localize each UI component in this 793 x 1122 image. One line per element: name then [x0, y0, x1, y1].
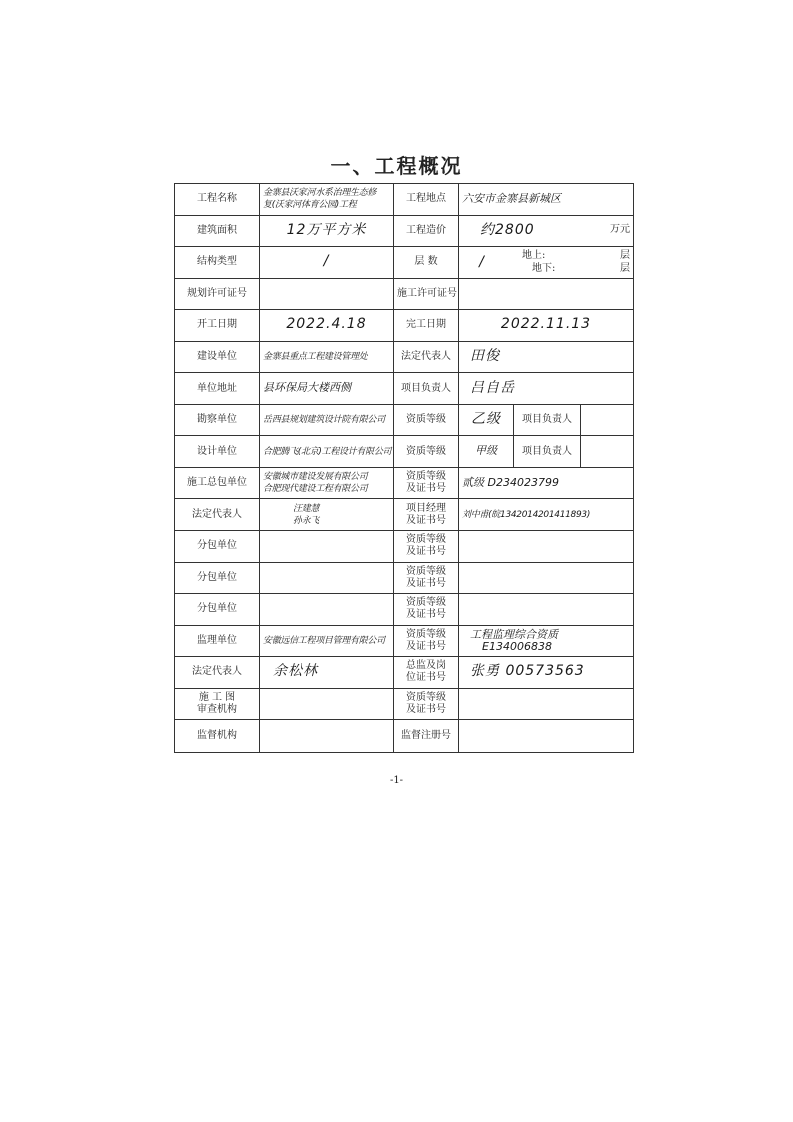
- row-survey: [175, 404, 634, 436]
- cost-unit: 万元: [610, 223, 631, 235]
- row-supervisor: [175, 625, 634, 657]
- start-date-text: 2022.4.18: [286, 316, 367, 333]
- floors-below-unit: 层: [620, 263, 631, 275]
- sub2-qual-label-2: 及证书号: [406, 577, 446, 589]
- sub2-value: [260, 562, 394, 594]
- row-permits: [175, 278, 634, 310]
- floors-label: 层 数: [394, 247, 459, 279]
- project-name-line1: 金寨县沃家河水系治理生态修: [263, 188, 377, 199]
- cost-label: 工程造价: [394, 215, 459, 247]
- gc-qual-label-2: 及证书号: [406, 483, 446, 495]
- survey-qual-label: 资质等级: [394, 404, 459, 436]
- project-site-text: 六安市金寨县新城区: [462, 191, 561, 205]
- supervisor-legal-label: 法定代表人: [175, 657, 260, 689]
- survey-value: [260, 404, 394, 436]
- owner-label: 建设单位: [175, 341, 260, 373]
- sub1-qual-label-2: 及证书号: [406, 546, 446, 558]
- sub1-value: [260, 531, 394, 563]
- sub3-qual-label-2: 及证书号: [406, 609, 446, 621]
- structure-text: /: [323, 253, 330, 270]
- design-pm-value: [581, 436, 634, 468]
- contractor-legal-line1: 汪建慧: [293, 503, 320, 514]
- project-overview-table: [174, 183, 634, 753]
- design-label: 设计单位: [175, 436, 260, 468]
- cost-value: [459, 215, 634, 247]
- contractor-legal-line2: 孙永飞: [293, 515, 320, 526]
- floors-text: /: [479, 254, 485, 271]
- supervisor-qual-label-1: 资质等级: [406, 628, 446, 640]
- start-date-value: [260, 310, 394, 342]
- chief-supervisor-value: [459, 657, 634, 689]
- contractor-pm-label: [394, 499, 459, 531]
- owner-pm-label: 项目负责人: [394, 373, 459, 405]
- sub2-qual-label-1: 资质等级: [406, 565, 446, 577]
- supervisor-legal-text: 余松林: [273, 663, 318, 680]
- general-contractor-qual-label: [394, 467, 459, 499]
- review-qual-label-2: 及证书号: [406, 704, 446, 716]
- supervisor-label: 监理单位: [175, 625, 260, 657]
- chief-label-2: 位证书号: [406, 672, 446, 684]
- area-value: [260, 215, 394, 247]
- general-contractor-label: 施工总包单位: [175, 467, 260, 499]
- row-structure: [175, 247, 634, 279]
- end-date-value: [459, 310, 634, 342]
- address-label: 单位地址: [175, 373, 260, 405]
- general-contractor-qual-value: [459, 467, 634, 499]
- row-supervisor-legal: [175, 657, 634, 689]
- row-owner: [175, 341, 634, 373]
- gc-qual-text: 贰级 D234023799: [462, 475, 559, 489]
- sub1-label: 分包单位: [175, 531, 260, 563]
- contractor-pm-text: 刘中甫(皖1342014201411893): [462, 509, 591, 520]
- floors-above-label: 地上:: [522, 250, 546, 262]
- row-area: [175, 215, 634, 247]
- project-name-label: 工程名称: [175, 184, 260, 216]
- owner-legal-label: 法定代表人: [394, 341, 459, 373]
- general-contractor-value: [260, 467, 394, 499]
- supervisor-text: 安徽远信工程项目管理有限公司: [263, 635, 385, 646]
- supervisor-qual-label: [394, 625, 459, 657]
- oversight-label: 监督机构: [175, 720, 260, 753]
- row-project-name: [175, 184, 634, 216]
- contractor-pm-label-2: 及证书号: [406, 514, 446, 526]
- sub1-qual-label-1: 资质等级: [406, 534, 446, 546]
- chief-supervisor-label: [394, 657, 459, 689]
- design-text: 合肥腾飞(北京)工程设计有限公司: [263, 446, 392, 457]
- supervisor-qual-line2: E134006838: [482, 639, 552, 653]
- general-contractor-line1: 安徽城市建设发展有限公司: [263, 472, 368, 483]
- sub2-qual-value: [459, 562, 634, 594]
- row-address: [175, 373, 634, 405]
- review-value: [260, 688, 394, 720]
- cost-text: 约2800: [480, 221, 535, 238]
- contractor-pm-label-1: 项目经理: [406, 502, 446, 514]
- project-name-value: [260, 184, 394, 216]
- sub3-value: [260, 594, 394, 626]
- row-sub3: [175, 594, 634, 626]
- supervisor-qual-value: [459, 625, 634, 657]
- design-qual-label: 资质等级: [394, 436, 459, 468]
- floors-below-label: 地下:: [532, 263, 556, 275]
- general-contractor-line2: 合肥现代建设工程有限公司: [263, 484, 368, 495]
- start-date-label: 开工日期: [175, 310, 260, 342]
- review-label-1: 施 工 图: [198, 692, 236, 704]
- project-name-line2: 复(沃家河体育公园)工程: [263, 200, 357, 211]
- survey-label: 勘察单位: [175, 404, 260, 436]
- sub3-qual-label: [394, 594, 459, 626]
- supervisor-qual-label-2: 及证书号: [406, 640, 446, 652]
- oversight-value: [260, 720, 394, 753]
- sub1-qual-label: [394, 531, 459, 563]
- row-design: [175, 436, 634, 468]
- row-contractor-legal: [175, 499, 634, 531]
- contractor-pm-value: [459, 499, 634, 531]
- sub3-qual-label-1: 资质等级: [406, 597, 446, 609]
- contractor-legal-value: [260, 499, 394, 531]
- design-qual-text: 甲级: [475, 444, 497, 458]
- review-qual-label: [394, 688, 459, 720]
- supervisor-value: [260, 625, 394, 657]
- area-label: 建筑面积: [175, 215, 260, 247]
- row-sub2: [175, 562, 634, 594]
- survey-pm-value: [581, 404, 634, 436]
- plan-permit-label: 规划许可证号: [175, 278, 260, 310]
- project-site-value: [459, 184, 634, 216]
- address-text: 县环保局大楼西侧: [263, 381, 351, 395]
- end-date-text: 2022.11.13: [500, 316, 592, 333]
- structure-label: 结构类型: [175, 247, 260, 279]
- build-permit-value: [459, 278, 634, 310]
- chief-label-1: 总监及岗: [406, 660, 446, 672]
- owner-legal-text: 田俊: [470, 348, 500, 364]
- floors-value: [459, 247, 634, 279]
- address-value: [260, 373, 394, 405]
- owner-value: [260, 341, 394, 373]
- supervisor-legal-value: [260, 657, 394, 689]
- row-general-contractor: [175, 467, 634, 499]
- review-qual-label-1: 资质等级: [406, 692, 446, 704]
- sub1-qual-value: [459, 531, 634, 563]
- project-site-label: 工程地点: [394, 184, 459, 216]
- design-qual-value: [459, 436, 514, 468]
- survey-text: 岳西县规划建筑设计院有限公司: [263, 415, 385, 426]
- supervisor-qual-line1: 工程监理综合资质: [470, 627, 558, 641]
- design-pm-label: 项目负责人: [514, 436, 581, 468]
- contractor-legal-label: 法定代表人: [175, 499, 260, 531]
- sub3-qual-value: [459, 594, 634, 626]
- review-label: [175, 688, 260, 720]
- owner-text: 金寨县重点工程建设管理处: [263, 352, 368, 362]
- floors-above-unit: 层: [620, 250, 631, 262]
- sub2-qual-label: [394, 562, 459, 594]
- page-title: 一、工程概况: [330, 154, 463, 178]
- review-qual-value: [459, 688, 634, 720]
- page-number: -1-: [389, 775, 404, 786]
- row-sub1: [175, 531, 634, 563]
- owner-pm-text: 吕自岳: [470, 379, 515, 396]
- area-text: 12万平方米: [286, 221, 367, 238]
- sub3-label: 分包单位: [175, 594, 260, 626]
- row-review: [175, 688, 634, 720]
- survey-qual-value: [459, 404, 514, 436]
- survey-pm-label: 项目负责人: [514, 404, 581, 436]
- oversight-reg-label: 监督注册号: [394, 720, 459, 753]
- build-permit-label: 施工许可证号: [394, 278, 459, 310]
- survey-qual-text: 乙级: [471, 411, 501, 428]
- plan-permit-value: [260, 278, 394, 310]
- chief-supervisor-text: 张勇 00573563: [470, 663, 585, 680]
- design-value: [260, 436, 394, 468]
- owner-legal-value: [459, 341, 634, 373]
- end-date-label: 完工日期: [394, 310, 459, 342]
- row-oversight: [175, 720, 634, 753]
- gc-qual-label-1: 资质等级: [406, 471, 446, 483]
- row-dates: [175, 310, 634, 342]
- owner-pm-value: [459, 373, 634, 405]
- oversight-reg-value: [459, 720, 634, 753]
- review-label-2: 审查机构: [197, 704, 237, 716]
- structure-value: [260, 247, 394, 279]
- sub2-label: 分包单位: [175, 562, 260, 594]
